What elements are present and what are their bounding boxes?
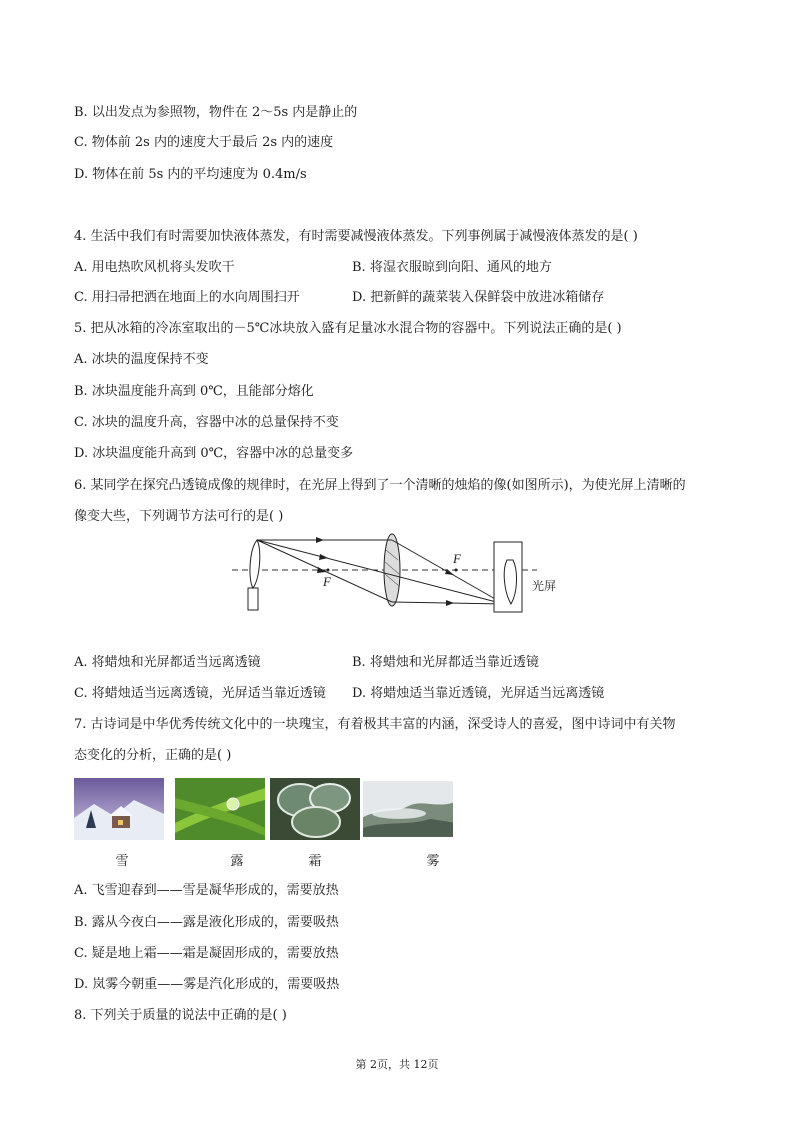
caption-snow: 雪 xyxy=(115,854,129,869)
q3-option-d: D. 物体在前 5s 内的平均速度为 0.4m/s xyxy=(74,167,307,182)
snow-photo xyxy=(74,778,164,840)
q6-option-c: C. 将蜡烛适当远离透镜，光屏适当靠近透镜 xyxy=(74,686,326,701)
caption-frost: 霜 xyxy=(308,854,322,869)
q3-option-b: B. 以出发点为参照物，物件在 2～5s 内是静止的 xyxy=(74,105,358,120)
screen-label: 光屏 xyxy=(532,579,557,593)
q7-option-d: D. 岚雾今朝重——雾是汽化形成的，需要吸热 xyxy=(74,977,340,992)
q5-option-b: B. 冰块温度能升高到 0℃，且能部分熔化 xyxy=(74,384,314,399)
convex-lens-diagram xyxy=(232,530,572,620)
light-rays xyxy=(257,540,504,604)
q7-option-c: C. 疑是地上霜——霜是凝固形成的，需要放热 xyxy=(74,946,339,961)
q5-option-a: A. 冰块的温度保持不变 xyxy=(74,352,209,367)
convex-lens xyxy=(384,534,400,606)
q6-stem-line1: 6. 某同学在探究凸透镜成像的规律时，在光屏上得到了一个清晰的烛焰的像(如图所示)，为使光屏上清晰的 xyxy=(74,478,686,493)
fog-photo xyxy=(363,778,453,840)
q3-option-c: C. 物体前 2s 内的速度大于最后 2s 内的速度 xyxy=(74,135,334,150)
light-screen xyxy=(494,542,522,612)
q5-option-c: C. 冰块的温度升高，容器中冰的总量保持不变 xyxy=(74,415,339,430)
q4-option-d: D. 把新鲜的蔬菜装入保鲜袋中放进冰箱储存 xyxy=(352,290,605,305)
q7-option-b: B. 露从今夜白——露是液化形成的，需要吸热 xyxy=(74,915,339,930)
candle xyxy=(248,588,258,610)
q6-option-a: A. 将蜡烛和光屏都适当远离透镜 xyxy=(74,655,261,670)
caption-fog: 雾 xyxy=(426,854,440,869)
q4-stem: 4. 生活中我们有时需要加快液体蒸发，有时需要减慢液体蒸发。下列事例属于减慢液体蒸发的是( ) xyxy=(74,229,638,244)
page-footer: 第 2页，共 12页 xyxy=(355,1058,439,1071)
q7-option-a: A. 飞雪迎春到——雪是凝华形成的，需要放热 xyxy=(74,883,339,898)
focus-label-left: F xyxy=(323,574,331,589)
focus-label-right: F xyxy=(453,551,461,566)
q4-option-a: A. 用电热吹风机将头发吹干 xyxy=(74,260,235,275)
q5-stem: 5. 把从冰箱的冷冻室取出的－5℃冰块放入盛有足量冰水混合物的容器中。下列说法正确的是( ) xyxy=(74,321,622,336)
q6-option-b: B. 将蜡烛和光屏都适当靠近透镜 xyxy=(352,655,539,670)
caption-dew: 露 xyxy=(230,854,244,869)
frost-photo xyxy=(270,778,360,840)
q7-stem-line2: 态变化的分析，正确的是( ) xyxy=(74,748,232,763)
q8-stem: 8. 下列关于质量的说法中正确的是( ) xyxy=(74,1008,287,1023)
q6-option-d: D. 将蜡烛适当靠近透镜，光屏适当远离透镜 xyxy=(352,686,605,701)
q4-option-b: B. 将湿衣服晾到向阳、通风的地方 xyxy=(352,260,552,275)
dew-photo xyxy=(175,778,265,840)
q4-option-c: C. 用扫帚把洒在地面上的水向周围扫开 xyxy=(74,290,300,305)
q5-option-d: D. 冰块温度能升高到 0℃，容器中冰的总量变多 xyxy=(74,446,354,461)
q6-stem-line2: 像变大些，下列调节方法可行的是( ) xyxy=(74,509,284,524)
q7-stem-line1: 7. 古诗词是中华优秀传统文化中的一块瑰宝，有着极其丰富的内涵，深受诗人的喜爱，图中诗词中有关物 xyxy=(74,717,676,732)
candle-flame xyxy=(250,540,260,588)
